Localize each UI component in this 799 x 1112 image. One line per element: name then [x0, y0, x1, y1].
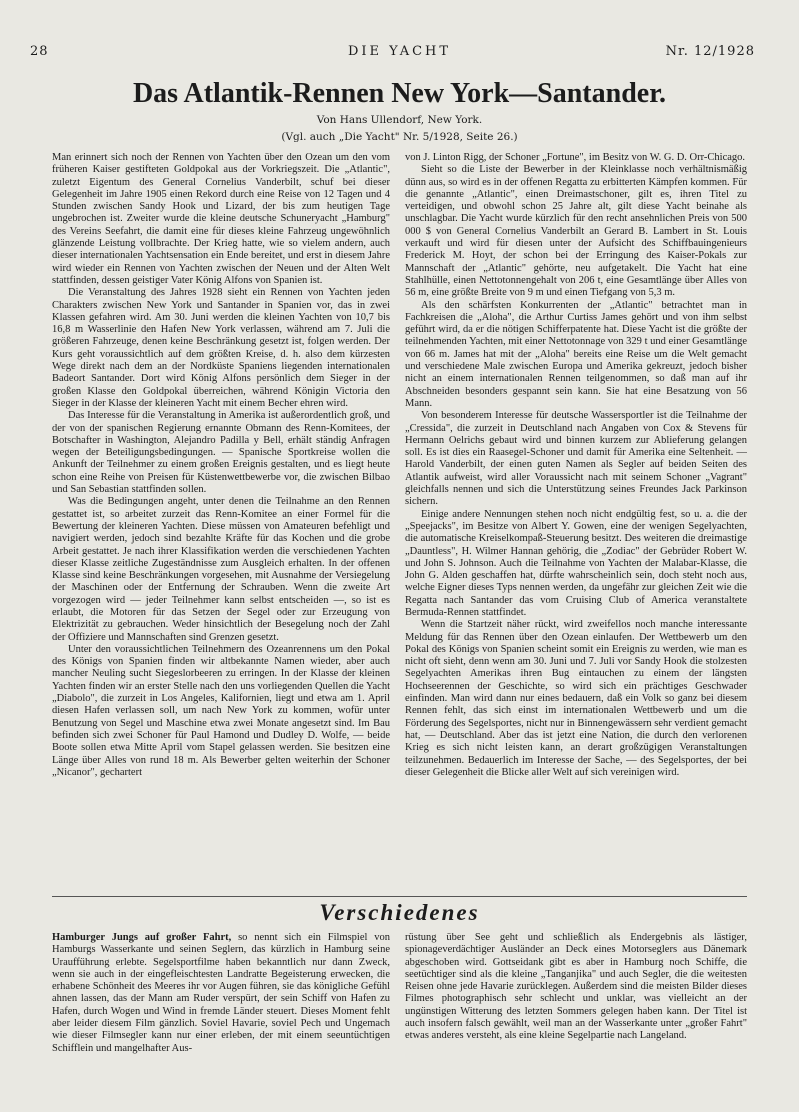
paragraph: von J. Linton Rigg, der Schoner „Fortune", im Besitz von W. G. D. Orr-Chicago. [405, 152, 746, 163]
page-number: 28 [30, 44, 49, 59]
article-column-left [52, 152, 390, 892]
article-column-right [405, 152, 747, 892]
article-byline: Von Hans Ullendorf, New York. [316, 114, 483, 126]
paragraph: Von besonderem Interesse für deutsche Wassersportler ist die Teilnahme der „Cressida", die zurzeit in Deutschland nach Angaben von Cox & Stevens für Hermann Oelrichs gebaut wird und binnen kurzem zur Ablieferung gelangen soll. Es ist dies ein Raasegel-Schoner und damit für Amerika eine Seltenheit. — Harold Vanderbilt, der einen guten Namen als Segler auf beiden Seiten des Atlantik aufweist, wird aller Voraussicht nach mit seinem Schoner „Vagrant" gleichfalls nennen und sich die Unterstützung seines Freundes Jack Parkinson sichern. [405, 410, 747, 508]
section-column-left [52, 932, 390, 1082]
section-title: Verschiedenes [319, 900, 480, 925]
paragraph: Als den schärfsten Konkurrenten der „Atlantic" betrachtet man in Fachkreisen die „Aloha", die Arthur Curtiss James gehört und von ihm selbst geführt wird, da er die nötigen Schifferpatente hat. Diese Yacht ist die größte der teilnehmenden Yachten, mit einer Nettotonnage von 329 t und einer Gesamtlänge von 66 m. James hat mit der „Aloha" bereits eine Reise um die Welt gemacht und verschiedene Male zwischen Europa und Amerika gekreuzt, jedoch bisher nicht an einem internationalen Rennen teilgenommen, so daß man auf ihr Abschneiden besonders gespannt sein kann. Sie hat eine Besatzung von 56 Mann. [405, 299, 747, 409]
section-divider [52, 896, 747, 897]
paragraph: Das Interesse für die Veranstaltung in Amerika ist außerordentlich groß, und der von der spanischen Regierung ernannte Obmann des Renn-Komitees, der Botschafter in Washington, Alejandro Padilla y Bell, erhält ständig Anfragen wegen der Beteiligungsbedingungen. — Spanische Sportkreise wollen die Ankunft der Teilnehmer zu einem großen Ereignis gestalten, und es liegt heute schon eine Reihe von Preisen für Küstenwettbewerbe vor, die zwischen Bilbao und San Sebastian stattfinden sollen. [52, 410, 390, 496]
paragraph: Wenn die Startzeit näher rückt, wird zweifellos noch manche interessante Meldung für das Rennen über den Ozean einlaufen. Der Wettbewerb um den Pokal des Königs von Spanien scheint somit ein Ereignis zu werden, wie man es nicht oft sieht, denn wenn am 30. Juni und 7. Juli vor Sandy Hook die stolzesten Segelyachten Amerikas ihren Bug eintauchen zu einem der längsten Hochseerennen der Geschichte, so wird sich ein prächtiges Geschwader einfinden. Man wird dann nur eines bedauern, daß ein Volk so ganz bei diesem Rennen fehlt, das sich einst im internationalen Wettbewerb und um die Förderung des Segelsportes, nicht nur in Binnengewässern sehr verdient gemacht hat, — Deutschland. Aber das ist jetzt eine Nation, die durch den verlorenen Krieg es sich nicht leisten kann, an derart großzügigen Veranstaltungen teilzunehmen. Bedauerlich im Interesse der Sache, — des Segelsportes, der bei dieser Gelegenheit die Blicke aller Welt auf sich vereinigen wird. [405, 619, 747, 778]
paragraph: Man erinnert sich noch der Rennen von Yachten über den Ozean um den vom früheren Kaiser gestifteten Goldpokal aus der Vorkriegszeit. Die „Atlantic", zuletzt Eigentum des General Cornelius Vanderbilt, schuf bei dieser Gelegenheit im Jahre 1905 einen Rekord durch eine Reise von 12 Tagen und 4 Stunden zwischen Sandy Hook und Lizard, der bis zum heutigen Tage ungebrochen ist. Zweiter wurde die kleine deutsche Schuneryacht „Hamburg" des Vereins Seefahrt, die damit eine für dieses kleine Fahrzeug ungewöhnlich glänzende Leistung vollbrachte. Der Krieg hatte, wie so vielem andern, auch dieser internationalen Yachtsensation ein Ende bereitet, und erst in diesem Jahre wird wieder ein Rennen von Yachten zwischen der Neuen und der Alten Welt stattfinden, dessen geistiger Vater König Alfons von Spanien ist. [52, 152, 390, 286]
paragraph: Was die Bedingungen angeht, unter denen die Teilnahme an den Rennen gestattet ist, so arbeitet zurzeit das Renn-Komitee an einer Formel für die Bewertung der kleineren Yachten. Diese müssen von Amateuren befehligt und navigiert werden, jedoch sind bezahlte Kräfte für das Kochen und die grobe Arbeit gestattet. Je nach ihrer Klassifikation werden die verschiedenen Yachten dieser Klasse zeitliche Zugeständnisse zum Ausgleich erhalten. In der offenen Klasse sind keine Beschränkungen vorgesehen, mit Ausnahme der Versiegelung der Maschinen oder der Entfernung der Schrauben. Wenn die zweite Art vorgezogen wird — jeder Teilnehmer kann selbst entscheiden —, so ist es erlaubt, die Motoren für das Setzen der Segel oder zur Erzeugung von Elektrizität zu gebrauchen. Weder hinsichtlich der Besegelung noch der Zahl der Offiziere und Mannschaften sind Grenzen gesetzt. [52, 496, 390, 643]
paragraph: Einige andere Nennungen stehen noch nicht endgültig fest, so u. a. die der „Speejacks", im Besitze von Albert Y. Gowen, eine der wenigen Segelyachten, die automatische Kreiselkompaß-Steuerung besitzt. Des weiteren die dreimastige „Dauntless", H. Wilmer Hannan gehörig, die „Zodiac" der Gebrüder Robert W. und John S. Johnson. Auch die Teilnahme von Yachten der Malabar-Klasse, die John G. Alden geschaffen hat, dürfte wahrscheinlich sein, doch steht noch aus, welche Eigner dieses Typs nennen werden, da ungefähr zur gleichen Zeit wie die Regatta nach Santander das vom Cruising Club of America veranstaltete Bermuda-Rennen stattfindet. [405, 508, 747, 618]
paragraph: Die Veranstaltung des Jahres 1928 sieht ein Rennen von Yachten jeden Charakters zwischen New York und Santander in Spanien vor, das in zwei Klassen gefahren wird. Am 30. Juni werden die kleinen Yachten von 10,7 bis 16,8 m Wasserlinie den Hafen New York verlassen, während am 7. Juli die größeren Fahrzeuge, denen keine Beschränkung gesetzt ist, folgen werden. Der Kurs geht voraussichtlich auf dem größten Kreise, d. h. also dem kürzesten Wege direkt nach dem an der Nordküste Spaniens liegenden internationalen Badeort Santander. Dort wird König Alfons persönlich dem Sieger in der großen Klasse den Goldpokal überreichen, während Königin Victoria den Sieger in der Klasse der kleineren Yacht mit einem Becher ehren wird. [52, 287, 390, 409]
paragraph-lead: Hamburger Jungs auf großer Fahrt, [52, 932, 232, 943]
section-column-right [405, 932, 747, 1082]
paragraph: rüstung über See geht und schließlich als Endergebnis als lästiger, spionageverdächtiger Ausländer an Deck eines Motorseglers aus Dänemark abgeschoben wird. Gottseidank gibt es aber in Hamburg noch Schiffe, die seetüchtiger sind als die kleine „Tanganjika" und auch Segler, die die weitesten Reisen ohne jede Havarie zurücklegen. Außerdem sind die meisten Bilder dieses Filmes photographisch sehr schlecht und unklar, was vielleicht an der ungünstigen Witterung des letzten Sommers gelegen haben kann. Der Titel ist auch insofern falsch gewählt, weil man an der Wasserkante unter „großer Fahrt" etwas anderes versteht, als eine kleine Segelpartie nach Langeland. [405, 932, 747, 1042]
paragraph: Unter den voraussichtlichen Teilnehmern des Ozeanrennens um den Pokal des Königs von Spanien finden wir altbekannte Namen wieder, aber auch mancher Neuling sucht Siegeslorbeeren zu erringen. In der Klasse der kleinen Yachten finden wir an erster Stelle nach den uns vorliegenden Quellen die Yacht „Diabolo", die zurzeit in Los Angeles, Kalifornien, liegt und etwa am 1. April diesen Hafen verlassen soll, um nach New York zu kommen, wofür unter Benutzung von Segel und Maschine etwa zwei Monate angesetzt sind. Im Bau befinden sich zwei Schoner für Paul Hamond und Dudley D. Wolfe, — beide Boote sollen etwa Mitte April vom Stapel gelassen werden. Sie besitzen eine Länge über Alles von rund 18 m. Als Bewerber gelten weiterhin der Schoner „Nicanor", gechartert [52, 643, 390, 778]
paragraph-body: so nennt sich ein Filmspiel von Hamburgs Wasserkante und seinen Seglern, das kürzlich in Hamburg seine Uraufführung erlebte. Segelsportfilme haben bekanntlich nur dann Zweck, wenn sie auch in der eingefleischtesten Landratte Begeisterung erwecken, die erhabene Schönheit des Meeres ihr vor Augen führen, sie das königliche Gefühl ahnen lassen, das der Mann am Ruder verspürt, der sein Schiff von Hafen zu Hafen, durch Wogen und Wind in fremde Länder steuert. Dieses Moment fehlt aber leider diesem Film gänzlich. Soviel Havarie, soviel Pech und Ungemach wie dieser Filmsegler kann nur einer erleben, der mit einem seeuntüchtigen Schifflein und mangelhafter Aus- [52, 932, 390, 1054]
issue-number: Nr. 12/1928 [665, 44, 755, 59]
journal-name: DIE YACHT [347, 44, 452, 59]
paragraph: Sieht so die Liste der Bewerber in der Kleinklasse noch verhältnismäßig dünn aus, so wird es in der offenen Regatta zu erbitterten Kämpfen kommen. Für die genannte „Atlantic", einen Dreimastschoner, gilt es, ihren Titel zu verteidigen, und obwohl schon 25 Jahre alt, gilt diese Yacht beinahe als unschlagbar. Die Yacht wurde kürzlich für den recht ansehnlichen Preis von 500 000 $ von General Cornelius Vanderbilt an Gerard B. Lambert in St. Louis verkauft und wird für diesen unter der Aufsicht des Schiffbauingenieurs Frederick M. Hoyt, der schon bei der Erringung des Kaiser-Pokals zur Mannschaft der „Atlantic" gehörte, neu aufgetakelt. Die Yacht hat eine Stahlhülle, einen Nettotonnengehalt von 206 t, eine Gesamtlänge über Alles von 56 m, eine größte Breite von 9 m und einen Tiefgang von 5,3 m. [405, 164, 747, 299]
paragraph [52, 932, 390, 1055]
article-title: Das Atlantik-Rennen New York—Santander. [132, 78, 667, 109]
article-reference: (Vgl. auch „Die Yacht" Nr. 5/1928, Seite 26.) [281, 131, 518, 143]
